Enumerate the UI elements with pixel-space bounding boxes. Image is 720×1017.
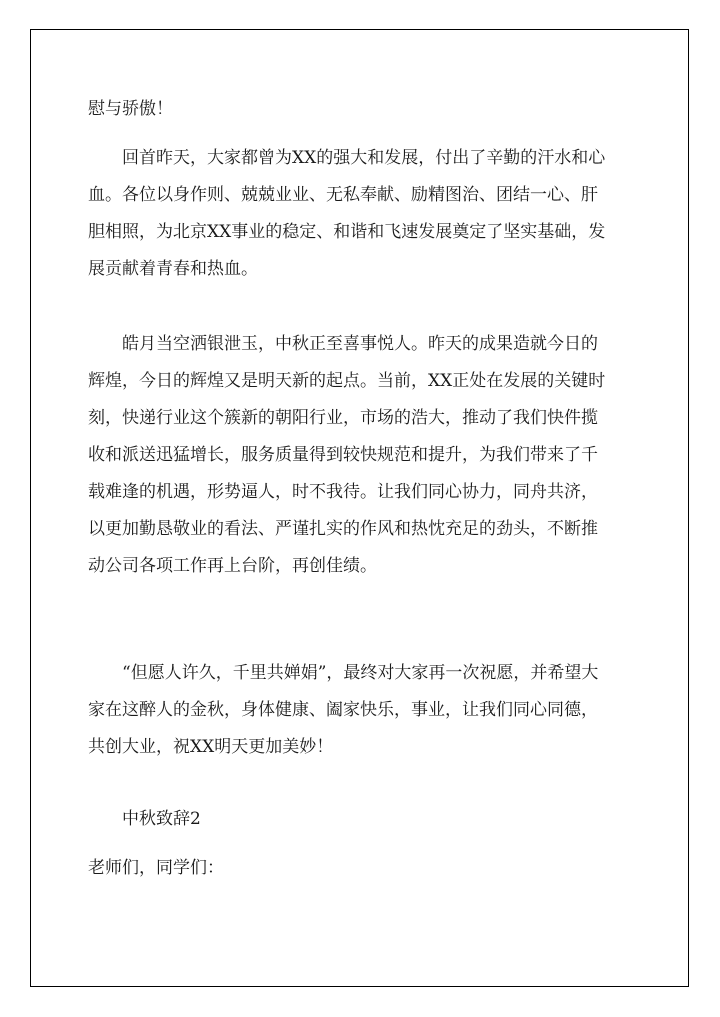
section-heading: 中秋致辞2 [88, 809, 201, 829]
paragraph-looking-back: 回首昨天，大家都曾为XX的强大和发展，付出了辛勤的汗水和心 血。各位以身作则、兢兢业业、无私奉献、励精图治、团结一心、肝 胆相照，为北京XX事业的稳定、和谐和飞速发展奠定了坚实基础，发 展贡献着青春和热血。 [88, 148, 606, 279]
paragraph-mid-autumn-outlook: 皓月当空洒银泄玉，中秋正至喜事悦人。昨天的成果造就今日的 辉煌，今日的辉煌又是明天新的起点。当前，XX正处在发展的关键时 刻，快递行业这个簇新的朝阳行业，市场的浩大，推动了我们快件揽 收和派送迅猛增长，服务质量得到较快规范和提升，为我们带来了千 载难逢的机遇，形势逼人，时不我待。让我们同心协力，同舟共济， 以更加勤恳敬业的看法、严谨扎实的作风和热忱充足的劲头，不断推 动公司各项工作再上台阶，再创佳绩。 [88, 334, 606, 576]
paragraph-closing-fragment: 慰与骄傲！ [88, 99, 173, 119]
paragraph-final-wishes: “但愿人许久，千里共婵娟”，最终对大家再一次祝愿，并希望大 家在这醉人的金秋，身体健康、阖家快乐，事业，让我们同心同德， 共创大业，祝XX明天更加美妙！ [88, 663, 599, 757]
salutation: 老师们，同学们： [88, 858, 224, 878]
